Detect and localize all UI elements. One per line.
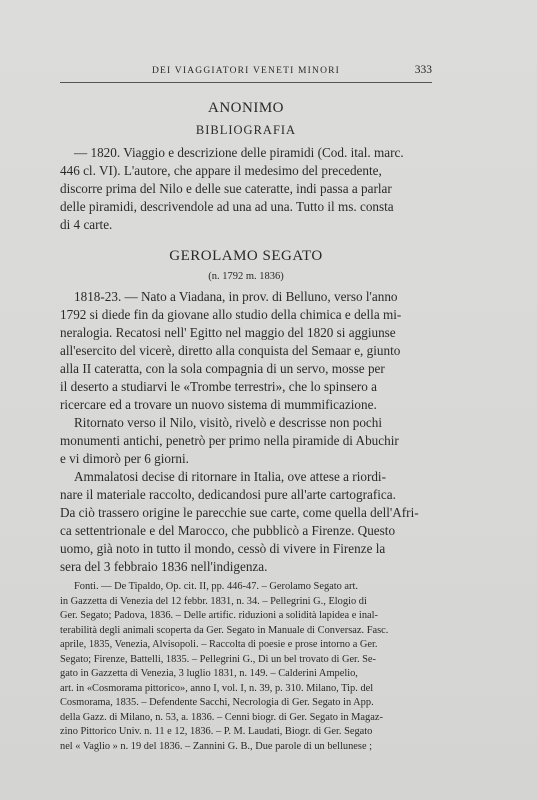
text-line: e vi dimorò per 6 giorni. [60, 451, 189, 466]
spacer [60, 234, 432, 244]
page-content [60, 96, 432, 754]
text-line: di 4 carte. [60, 217, 113, 232]
paragraph-segato-1 [60, 288, 432, 414]
text-line: Da ciò trassero origine le parecchie sue carte, come quella dell'Afri- [60, 505, 419, 520]
text-line: ca settentrionale e del Marocco, che pubblicò a Firenze. Questo [60, 523, 396, 538]
footnote-line: nel « Vaglio » n. 19 del 1836. – Zannini G. B., Due parole di un bellunese ; [60, 740, 373, 752]
footnote-line: terabilità degli animali scoperta da Ger. Segato in Manuale di Conversaz. Fasc. [60, 624, 389, 636]
paragraph-anonimo [60, 144, 432, 234]
sources-footnote [60, 580, 432, 754]
text-line: alla II cateratta, con la sola compagnia di un servo, mosse per [60, 361, 385, 376]
page-number: 333 [414, 64, 432, 76]
footnote-line: della Gazz. di Milano, n. 53, a. 1836. – Cenni biogr. di Ger. Segato in Magaz- [60, 711, 383, 723]
footnote-line: gato in Gazzetta di Venezia, 3 luglio 1831, n. 149. – Calderini Ampelio, [60, 668, 358, 679]
text-line: il deserto a studiarvi le «Trombe terrestri», che lo spinsero a [60, 379, 378, 394]
text-line: 1792 si diede fin da giovane allo studio della chimica e della mi- [60, 307, 402, 322]
text-line: Ammalatosi decise di ritornare in Italia, ove attese a riordi- [74, 469, 386, 484]
text-line: Ritornato verso il Nilo, visitò, rivelò e descrisse non pochi [74, 415, 383, 430]
footnote-line: aprile, 1835, Venezia, Alvisopoli. – Raccolta di poesie e prose intorno a Ger. [60, 639, 378, 650]
text-line: monumenti antichi, penetrò per primo nella piramide di Abuchir [60, 433, 399, 448]
text-line: 446 cl. VI). L'autore, che appare il medesimo del precedente, [60, 163, 382, 178]
footnote-line: Fonti. — De Tipaldo, Op. cit. II, pp. 446-47. – Gerolamo Segato art. [74, 581, 358, 592]
text-line: nare il materiale raccolto, dedicandosi pure all'arte cartografica. [60, 487, 396, 502]
text-line: neralogia. Recatosi nell' Egitto nel maggio del 1820 si aggiunse [60, 325, 396, 340]
section-title-anonimo: ANONIMO [208, 100, 284, 116]
footnote-line: Ger. Segato; Padova, 1836. – Delle artific. riduzioni a solidità lapidea e inal- [60, 610, 378, 621]
footnote-line: zino Pittorico Univ. n. 11 e 12, 1836. – P. M. Laudati, Biogr. di Ger. Segato [60, 726, 373, 737]
text-line: discorre prima del Nilo e delle sue cateratte, indi passa a parlar [60, 181, 392, 196]
section-dates-segato: (n. 1792 m. 1836) [208, 271, 284, 282]
text-line: 1818-23. — Nato a Viadana, in prov. di Belluno, verso l'anno [74, 289, 398, 304]
footnote-line: Segato; Firenze, Battelli, 1835. – Pellegrini G., Di un bel trovato di Ger. Se- [60, 653, 376, 665]
footnote-line: Cosmorama, 1835. – Defendente Sacchi, Necrologia di Ger. Segato in App. [60, 697, 374, 708]
paragraph-segato-3 [60, 468, 432, 576]
footnote-line: art. in «Cosmorama pittorico», anno I, vol. I, n. 39, p. 310. Milano, Tip. del [60, 682, 374, 694]
text-line: uomo, già noto in tutto il mondo, cessò di vivere in Firenze la [60, 541, 386, 556]
section-subtitle-bibliografia: BIBLIOGRAFIA [195, 123, 297, 137]
text-line: delle piramidi, descrivendole ad una ad una. Tutto il ms. consta [60, 199, 394, 214]
paragraph-segato-2 [60, 414, 432, 468]
text-line: all'esercito del vicerè, diretto alla conquista del Semaar e, giunto [60, 343, 401, 358]
text-line: sera del 3 febbraio 1836 nell'indigenza. [60, 559, 268, 574]
page-header [60, 64, 432, 83]
section-title-segato: GEROLAMO SEGATO [169, 248, 323, 264]
running-head: DEI VIAGGIATORI VENETI MINORI [151, 66, 341, 76]
text-line: — 1820. Viaggio e descrizione delle piramidi (Cod. ital. marc. [74, 145, 404, 160]
text-line: ricercare ed a trovare un nuovo sistema di mummificazione. [60, 397, 377, 412]
footnote-line: in Gazzetta di Venezia del 12 febbr. 1831, n. 34. – Pellegrini G., Elogio di [60, 595, 367, 607]
